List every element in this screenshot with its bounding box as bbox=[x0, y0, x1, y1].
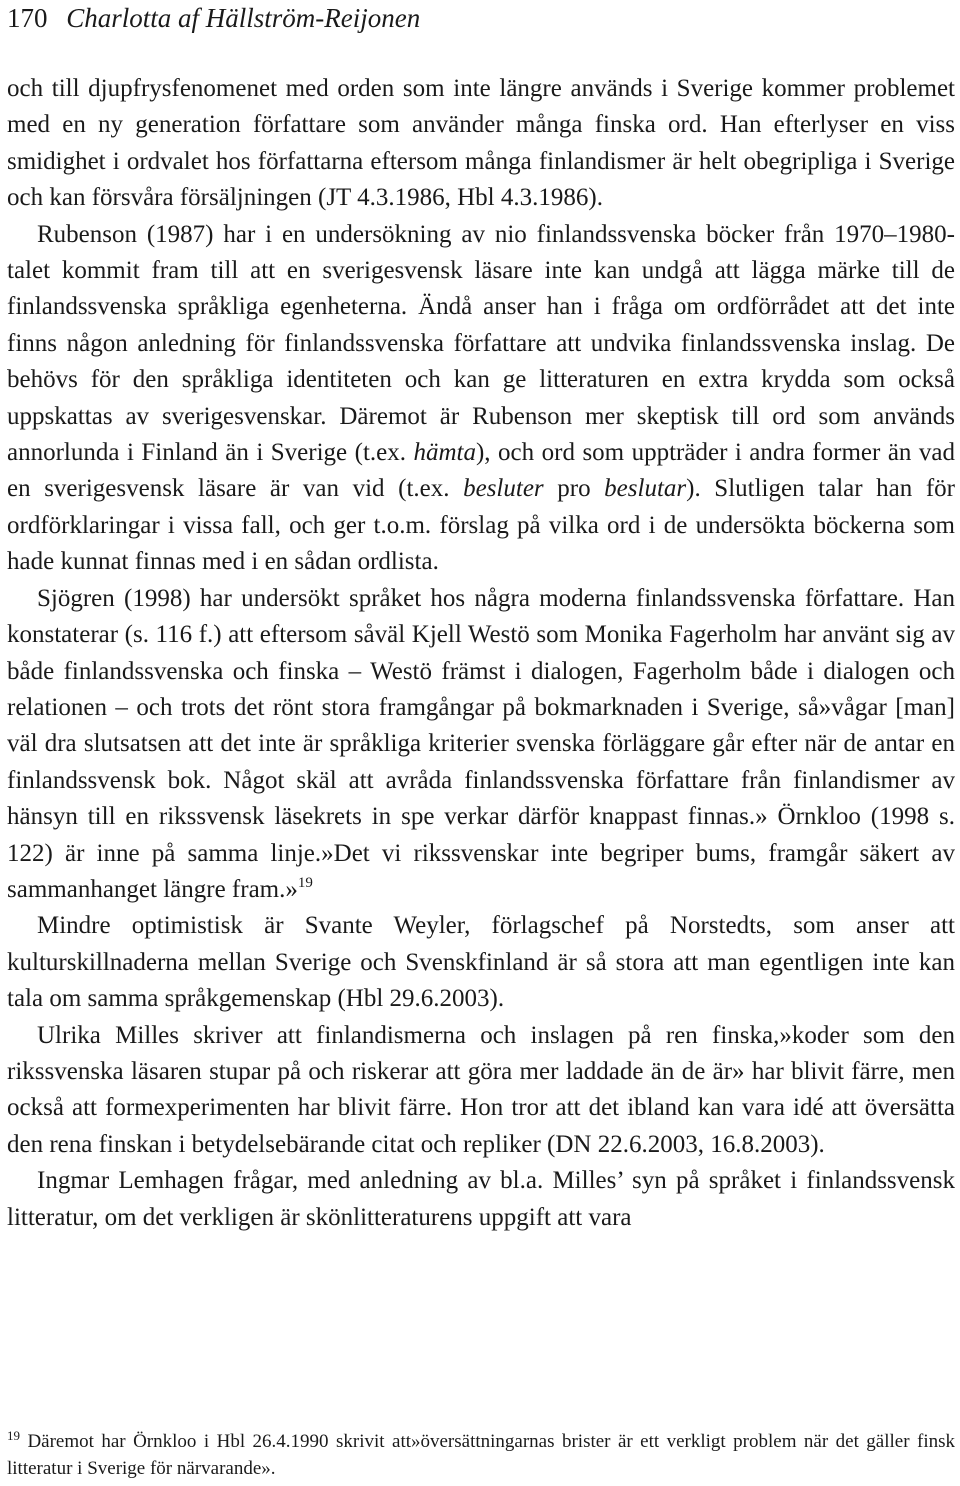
text-run: ), och ord som uppträder i andra former än vad en sverigesvensk läsare är van vid (t.ex. bbox=[7, 439, 955, 503]
running-head-author: Charlotta af Hällström-Reijonen bbox=[66, 3, 421, 33]
paragraph bbox=[7, 1018, 955, 1164]
italic-term: besluter bbox=[463, 475, 544, 503]
page-number: 170 bbox=[7, 3, 48, 33]
text-run: Rubenson (1987) har i en undersökning av nio finlandssvenska böcker från 1970–1980-talet kommit fram till att en sverigesvensk läsare inte kan undgå att lägga märke till de finlandssvenska språkliga egenheterna. Ändå anser han i fråga om ordförrådet att det inte finns någon anledning för finlandssvenska författare att undvika finlandssvenska inslag. De behövs för den språkliga identiteten och kan ge litteraturen en extra krydda som också uppskattas av sverigesvenskar. Däremot är Rubenson mer skeptisk till ord som används annorlunda i Finland än i Sverige (t.ex. bbox=[7, 220, 955, 467]
paragraph bbox=[7, 908, 955, 1017]
paragraph bbox=[7, 71, 955, 217]
italic-term: beslutar bbox=[604, 475, 687, 503]
text-run: Sjögren (1998) har undersökt språket hos några moderna finlandssvenska författare. Han konstaterar (s. 116 f.) att eftersom såväl Kjell Westö som Monika Fagerholm har använt sig av både finlandssvenska och finska – Westö främst i dialogen, Fagerholm både i dialogen och relationen – och trots det rönt stora framgångar på bokmarknaden i Sverige, så»vågar [man] väl dra slutsatsen att det inte är språkliga kriterier svenska förläggare går efter när de antar en finlandssvensk bok. Något skäl att avråda finlandssvenska författare från finlandismer av hänsyn till en rikssvensk läsekrets in spe verkar därför knappast finnas.» Örnkloo (1998 s. 122) är inne på samma linje.»Det vi rikssvenskar inte begriper bums, framgår säkert av sammanhanget längre fram.» bbox=[7, 584, 955, 903]
body-text bbox=[7, 71, 955, 1236]
footnote bbox=[7, 1428, 955, 1482]
italic-term: hämta bbox=[413, 439, 476, 467]
footnote-number: 19 bbox=[7, 1428, 20, 1443]
text-run: ). Slutligen talar han för ordförklaringar i vissa fall, och ger t.o.m. förslag på vilka ord i de undersökta böckerna som hade kunnat finnas med i en sådan ordlista. bbox=[7, 475, 956, 576]
text-run: Mindre optimistisk är Svante Weyler, förlagschef på Norstedts, som anser att kulturskillnaderna mellan Sverige och Svenskfinland är så stora att man egentligen inte kan tala om samma språkgemenskap (Hbl 29.6.2003). bbox=[7, 912, 955, 1013]
paragraph bbox=[7, 581, 955, 909]
footnote-ref: 19 bbox=[297, 874, 313, 891]
text-run: och till djupfrysfenomenet med orden som inte längre används i Sverige kommer problemet med en ny generation författare som använder många finska ord. Han efterlyser en viss smidighet i ordvalet hos författarna eftersom många finlandismer är helt obegripliga i Sverige och kan försvåra försäljningen (JT 4.3.1986, Hbl 4.3.1986). bbox=[7, 75, 955, 212]
paragraph bbox=[7, 217, 955, 581]
text-run: Ingmar Lemhagen frågar, med anledning av bl.a. Milles’ syn på språket i finlandssvensk litteratur, om det verkligen är skönlitteraturens uppgift att vara bbox=[7, 1167, 955, 1231]
paragraph bbox=[7, 1163, 955, 1236]
footnotes bbox=[7, 1428, 955, 1482]
text-run: pro bbox=[543, 475, 605, 503]
text-run: Ulrika Milles skriver att finlandismerna och inslagen på ren finska,»koder som den rikssvenska läsaren stupar på och riskerar att göra mer laddade än de är» har blivit färre, men också att formexperimenten har blivit färre. Hon tror att det ibland kan vara idé att översätta den rena finskan i betydelsebärande citat och repliker (DN 22.6.2003, 16.8.2003). bbox=[7, 1021, 955, 1158]
footnote-text: Däremot har Örnkloo i Hbl 26.4.1990 skrivit att»översättningarnas brister är ett verkligt problem när det gäller finsk litteratur i Sverige för närvarande». bbox=[7, 1431, 955, 1479]
running-header bbox=[7, 2, 420, 34]
